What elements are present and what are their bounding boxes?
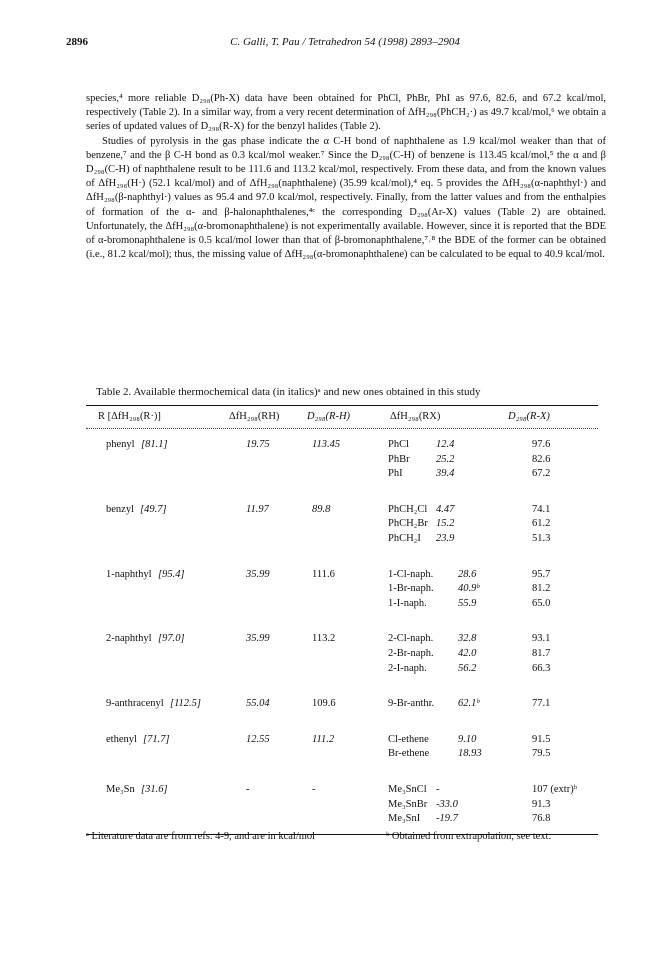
table-group: [86, 765, 598, 830]
radical-enthalpy: [95.4]: [158, 568, 185, 580]
rx-enthalpy: -: [436, 783, 440, 795]
table-group: [86, 485, 598, 550]
rx-bde: 66.3: [532, 662, 551, 674]
rx-bde: 76.8: [532, 813, 551, 825]
rx-bde: 107 (extr)ᵇ: [532, 783, 577, 795]
rx-bde: 51.3: [532, 532, 551, 544]
radical-enthalpy: [71.7]: [143, 733, 170, 745]
rx-enthalpy: 55.9: [458, 597, 477, 609]
rh-bde: 113.2: [312, 633, 336, 645]
rx-enthalpy: -33.0: [436, 798, 458, 810]
column-header: ΔfH₂₉₈(RX): [390, 411, 441, 422]
rh-bde: 109.6: [312, 698, 336, 710]
body-text: [86, 92, 606, 262]
rx-bde: 74.1: [532, 503, 551, 515]
page-header: [66, 36, 624, 52]
table-group: [86, 429, 598, 485]
radical-enthalpy: [31.6]: [141, 783, 168, 795]
table-group: [86, 679, 598, 715]
page-number: 2896: [66, 36, 88, 48]
radical-name: 2-naphthyl: [106, 633, 152, 645]
rx-bde: 91.3: [532, 798, 551, 810]
rx-bde: 81.7: [532, 647, 551, 659]
rx-enthalpy: 32.8: [458, 633, 477, 645]
rx-enthalpy: 40.9ᵇ: [458, 583, 480, 595]
radical-enthalpy: [112.5]: [170, 698, 202, 710]
rx-enthalpy: 42.0: [458, 647, 477, 659]
compound: Me₃SnBr: [388, 798, 428, 810]
rx-enthalpy: 25.2: [436, 453, 455, 465]
rx-bde: 97.6: [532, 439, 551, 450]
rh-bde: 89.8: [312, 503, 331, 515]
rx-enthalpy: 23.9: [436, 532, 455, 544]
rx-bde: 67.2: [532, 468, 551, 480]
rh-bde: 113.45: [312, 439, 341, 450]
rh-enthalpy: 12.55: [246, 733, 270, 745]
column-header: ΔfH₂₉₈(RH): [229, 411, 280, 422]
compound: PhBr: [388, 453, 410, 465]
table-group: [86, 715, 598, 765]
rx-bde: 79.5: [532, 748, 551, 760]
rh-bde: -: [312, 783, 316, 795]
rx-enthalpy: -19.7: [436, 813, 458, 825]
rx-bde: 93.1: [532, 633, 551, 645]
rh-enthalpy: 35.99: [246, 568, 270, 580]
paragraph: species,⁴ more reliable D₂₉₈(Ph-X) data have been obtained for PhCl, PhBr, PhI as 97.6, 82.6, and 67.2 kcal/mol, respectively (Table 2). In a similar way, from a very recent determination of ΔfH₂₉₈(PhCH₂·) as 49.7 kcal/mol,⁶ we obtain a series of updated values of D₂₉₈(R-X) for the benzyl halides (Table 2).: [86, 93, 606, 133]
rx-enthalpy: 62.1ᵇ: [458, 698, 480, 710]
table-header-row: [86, 406, 598, 429]
compound: PhCH₂Cl: [388, 503, 428, 515]
rx-bde: 82.6: [532, 453, 551, 465]
rx-enthalpy: 28.6: [458, 568, 477, 580]
footnote-a: ᵃ Literature data are from refs. 4-9, and are in kcal/mol: [86, 831, 316, 842]
rh-enthalpy: 35.99: [246, 633, 270, 645]
rx-bde: 91.5: [532, 733, 551, 745]
rx-bde: 61.2: [532, 518, 551, 530]
rx-bde: 95.7: [532, 568, 551, 580]
rh-enthalpy: 19.75: [246, 439, 270, 450]
compound: PhCH₂I: [388, 532, 421, 544]
compound: 2-Br-naph.: [388, 647, 434, 659]
table-group: [86, 614, 598, 679]
rh-enthalpy: -: [246, 783, 250, 795]
radical-name: phenyl: [106, 439, 135, 450]
rh-enthalpy: 11.97: [246, 503, 269, 515]
rh-bde: 111.6: [312, 568, 335, 580]
rx-enthalpy: 39.4: [436, 468, 455, 480]
radical-enthalpy: [81.1]: [141, 439, 168, 450]
table-group: [86, 550, 598, 615]
compound: 1-Br-naph.: [388, 583, 434, 595]
rx-enthalpy: 4.47: [436, 503, 455, 515]
compound: 1-Cl-naph.: [388, 568, 434, 580]
compound: 2-Cl-naph.: [388, 633, 434, 645]
column-header: D₂₉₈(R-X): [508, 411, 550, 422]
radical-name: benzyl: [106, 503, 134, 515]
data-table: [86, 405, 598, 835]
compound: 2-I-naph.: [388, 662, 427, 674]
radical-enthalpy: [97.0]: [158, 633, 185, 645]
footnote-b: ᵇ Obtained from extrapolation, see text.: [386, 831, 552, 842]
rx-bde: 77.1: [532, 698, 551, 710]
compound: 1-I-naph.: [388, 597, 427, 609]
rx-bde: 81.2: [532, 583, 551, 595]
radical-name: Me₃Sn: [106, 783, 135, 795]
table-footnotes: [86, 831, 606, 842]
compound: Cl-ethene: [388, 733, 429, 745]
table-caption: Table 2. Available thermochemical data (in italics)ᵃ and new ones obtained in this study: [96, 386, 481, 398]
rx-enthalpy: 12.4: [436, 439, 455, 450]
rx-bde: 65.0: [532, 597, 551, 609]
radical-name: 9-anthracenyl: [106, 698, 164, 710]
rh-enthalpy: 55.04: [246, 698, 270, 710]
column-header: R [ΔfH₂₉₈(R·)]: [98, 411, 161, 422]
radical-name: ethenyl: [106, 733, 137, 745]
running-head: C. Galli, T. Pau / Tetrahedron 54 (1998) 2893–2904: [230, 36, 460, 48]
rx-enthalpy: 18.93: [458, 748, 482, 760]
rh-bde: 111.2: [312, 733, 335, 745]
compound: PhCl: [388, 439, 410, 450]
column-header: D₂₉₈(R-H): [307, 411, 351, 422]
compound: PhCH₂Br: [388, 518, 428, 530]
table-body: [86, 429, 598, 834]
radical-enthalpy: [49.7]: [140, 503, 167, 515]
compound: 9-Br-anthr.: [388, 698, 435, 710]
compound: Me₃SnCl: [388, 783, 427, 795]
rx-enthalpy: 56.2: [458, 662, 477, 674]
radical-name: 1-naphthyl: [106, 568, 152, 580]
compound: Me₃SnI: [388, 813, 421, 825]
rx-enthalpy: 9.10: [458, 733, 477, 745]
compound: PhI: [388, 468, 403, 480]
rx-enthalpy: 15.2: [436, 518, 455, 530]
paragraph: Studies of pyrolysis in the gas phase indicate the α C-H bond of naphthalene as 1.9 kcal/mol weaker than that of benzene,⁷ and the β C-H bond as 0.3 kcal/mol weaker.⁷ Since the D₂₉₈(C-H) of benzene is 113.45 kcal/mol,⁵ the α and β D₂₉₈(C-H) of naphthalene result to be 111.6 and 113.2 kcal/mol, respectively. From these data, and from the known values of ΔfH₂₉₈(H·) (52.1 kcal/mol) and of ΔfH₂₉₈(naphthalene) (35.99 kcal/mol),⁴ eq. 5 provides the ΔfH₂₉₈(α-naphthyl·) and ΔfH₂₉₈(β-naphthyl·) values as 95.4 and 97.0 kcal/mol, respectively. Finally, from the latter values and from the enthalpies of formation of the α- and β-halonaphthalenes,⁴ᶜ the corresponding D₂₉₈(Ar-X) values (Table 2) are obtained. Unfortunately, the ΔfH₂₉₈(α-bromonaphthalene) is not experimentally available. However, since it is reported that the BDE of α-bromonaphthalene is 0.5 kcal/mol lower than that of β-bromonaphthalene,⁷˒⁸ the BDE of the former can be obtained (i.e., 81.2 kcal/mol); thus, the missing value of ΔfH₂₉₈(α-bromonaphthalene) can be calculated to be equal to 40.9 kcal/mol.: [86, 135, 606, 261]
compound: Br-ethene: [388, 748, 430, 760]
